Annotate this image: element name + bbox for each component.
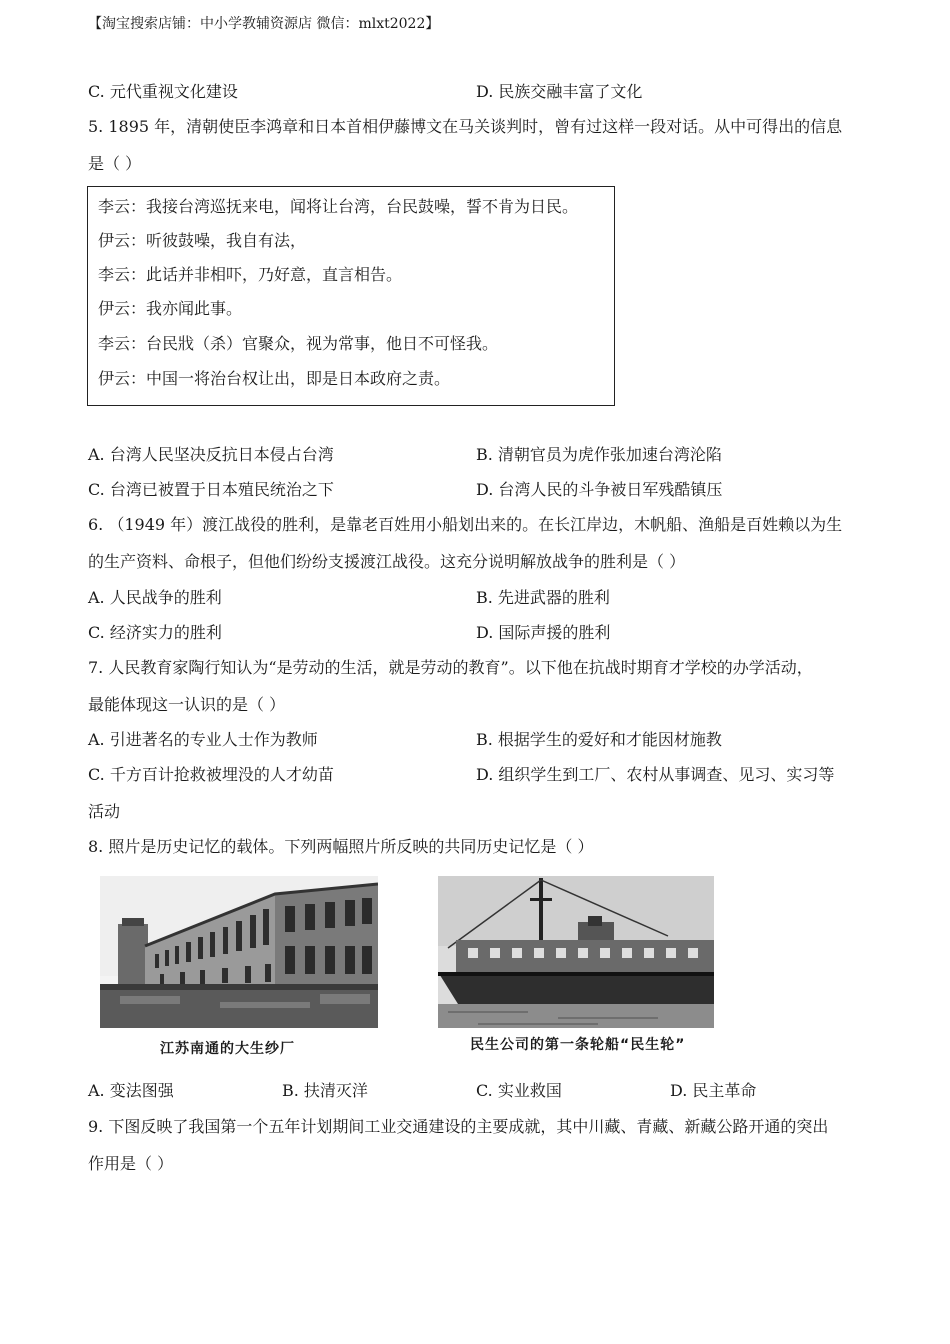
q5-stem-line1: 5. 1895 年，清朝使臣李鸿章和日本首相伊藤博文在马关谈判时，曾有过这样一段对话。从中可得出的信息 xyxy=(88,117,843,136)
page-header: 【淘宝搜索店铺：中小学教辅资源店 微信：mlxt2022】 xyxy=(88,16,440,32)
dialogue-line-6: 伊云：中国一将治台权让出，即是日本政府之责。 xyxy=(98,369,451,388)
mill-illustration-icon xyxy=(100,876,378,1028)
photo2-caption: 民生公司的第一条轮船“民生轮” xyxy=(470,1037,686,1053)
ship-illustration-icon xyxy=(438,876,714,1028)
q5-option-b[interactable]: B. 清朝官员为虎作张加速台湾沦陷 xyxy=(476,445,722,464)
q6-stem-line1: 6. （1949 年）渡江战役的胜利，是靠老百姓用小船划出来的。在长江岸边，木帆船、渔船是百姓赖以为生 xyxy=(88,515,843,534)
q6-stem-line2: 的生产资料、命根子，但他们纷纷支援渡江战役。这充分说明解放战争的胜利是（ ） xyxy=(88,552,686,571)
q7-option-a[interactable]: A. 引进著名的专业人士作为教师 xyxy=(88,730,318,749)
q7-option-b[interactable]: B. 根据学生的爱好和才能因材施教 xyxy=(476,730,722,749)
q4-option-d[interactable]: D. 民族交融丰富了文化 xyxy=(476,82,643,101)
photo-minsheng-ship xyxy=(438,876,714,1028)
q7-stem-line1: 7. 人民教育家陶行知认为“是劳动的生活，就是劳动的教育”。以下他在抗战时期育才学校的办学活动， xyxy=(88,658,813,677)
q6-option-a[interactable]: A. 人民战争的胜利 xyxy=(88,588,222,607)
q8-option-a[interactable]: A. 变法图强 xyxy=(88,1081,174,1100)
q7-stem-line2: 最能体现这一认识的是（ ） xyxy=(88,695,286,714)
q8-stem: 8. 照片是历史记忆的载体。下列两幅照片所反映的共同历史记忆是（ ） xyxy=(88,837,594,856)
q9-stem-line1: 9. 下图反映了我国第一个五年计划期间工业交通建设的主要成就，其中川藏、青藏、新藏公路开通的突出 xyxy=(88,1117,829,1136)
dialogue-line-2: 伊云：听彼鼓噪，我自有法， xyxy=(98,231,307,250)
dialogue-line-1: 李云：我接台湾巡抚来电，闻将让台湾，台民鼓噪，誓不肯为日民。 xyxy=(98,197,579,216)
photo1-caption: 江苏南通的大生纱厂 xyxy=(160,1041,295,1057)
q7-option-d[interactable]: D. 组织学生到工厂、农村从事调查、见习、实习等 xyxy=(476,765,835,784)
q6-option-d[interactable]: D. 国际声援的胜利 xyxy=(476,623,611,642)
q7-option-d-continued: 活动 xyxy=(88,802,121,821)
photo-dasheng-mill xyxy=(100,876,378,1028)
q6-option-b[interactable]: B. 先进武器的胜利 xyxy=(476,588,610,607)
q5-stem-line2: 是（ ） xyxy=(88,154,142,173)
q8-option-b[interactable]: B. 扶清灭洋 xyxy=(282,1081,368,1100)
dialogue-line-4: 伊云：我亦闻此事。 xyxy=(98,299,243,318)
q8-option-c[interactable]: C. 实业救国 xyxy=(476,1081,562,1100)
q5-option-a[interactable]: A. 台湾人民坚决反抗日本侵占台湾 xyxy=(88,445,334,464)
q9-stem-line2: 作用是（ ） xyxy=(88,1154,174,1173)
dialogue-line-5: 李云：台民戕（杀）官聚众，视为常事，他日不可怪我。 xyxy=(98,334,499,353)
q5-option-c[interactable]: C. 台湾已被置于日本殖民统治之下 xyxy=(88,480,334,499)
q6-option-c[interactable]: C. 经济实力的胜利 xyxy=(88,623,222,642)
q4-option-c[interactable]: C. 元代重视文化建设 xyxy=(88,82,238,101)
q8-option-d[interactable]: D. 民主革命 xyxy=(670,1081,757,1100)
q7-option-c[interactable]: C. 千方百计抢救被埋没的人才幼苗 xyxy=(88,765,334,784)
dialogue-line-3: 李云：此话并非相吓，乃好意，直言相告。 xyxy=(98,265,403,284)
q5-option-d[interactable]: D. 台湾人民的斗争被日军残酷镇压 xyxy=(476,480,723,499)
